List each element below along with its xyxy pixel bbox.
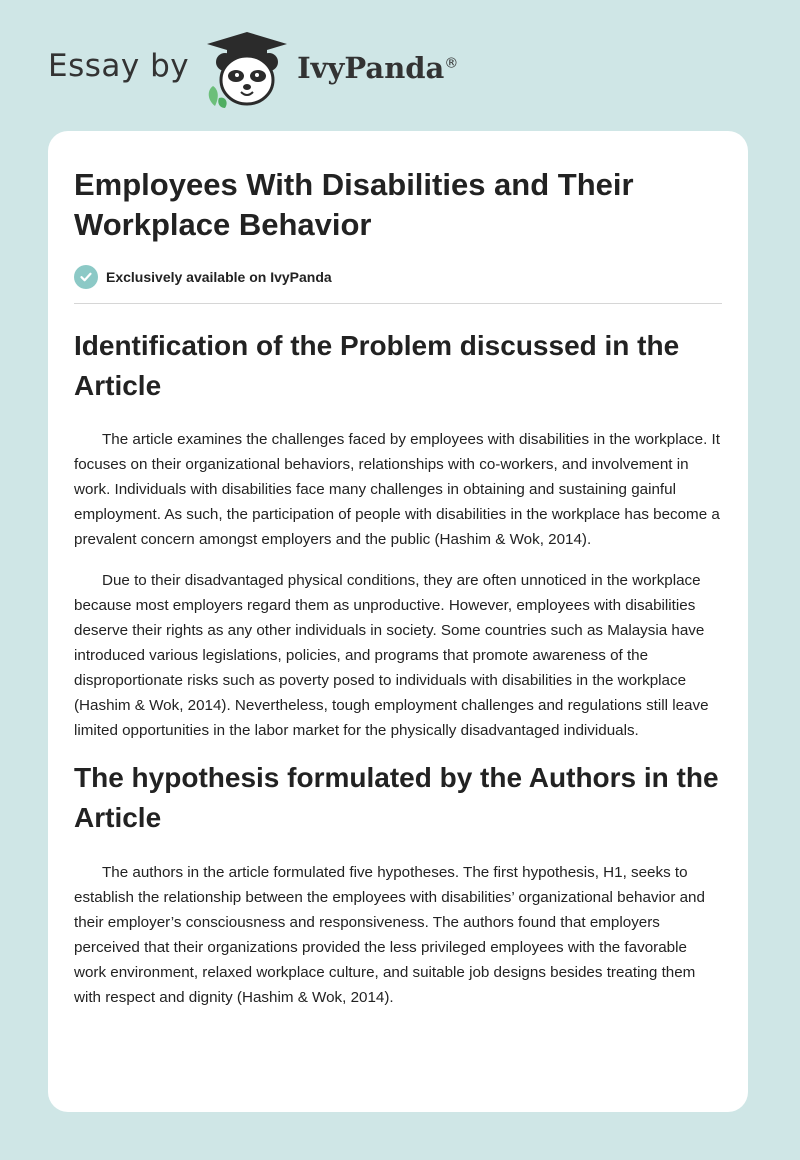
check-circle-icon — [74, 265, 98, 289]
exclusive-badge — [74, 265, 722, 304]
panda-graduate-icon[interactable] — [203, 30, 291, 110]
brand-text: IvyPanda — [297, 51, 445, 85]
article-title: Employees With Disabilities and Their Workplace Behavior — [74, 167, 634, 242]
registered-mark: ® — [444, 55, 459, 72]
section-problem — [74, 326, 722, 743]
paragraph: Due to their disadvantaged physical conditions, they are often unnoticed in the workplace because most employers regard them as unproductive. However, employees with disabilities deserve their rights as any other individuals in society. Some countries such as Malaysia have introduced various legislations, policies, and programs that promote awareness of the disproportionate risks such as poverty posed to individuals with disabilities in the workplace (Hashim & Wok, 2014). Nevertheless, tough employment challenges and regulations still leave limited opportunities in the labor market for the physically disadvantaged individuals. — [74, 572, 709, 739]
exclusive-label: Exclusively available on IvyPanda — [106, 269, 332, 285]
article-card — [48, 131, 748, 1112]
brand-name[interactable] — [297, 51, 458, 85]
section-heading: The hypothesis formulated by the Authors in the Article — [74, 762, 719, 833]
site-header — [48, 30, 458, 110]
section-hypothesis — [74, 758, 722, 1010]
section-heading: Identification of the Problem discussed in the Article — [74, 330, 680, 401]
paragraph: The article examines the challenges faced by employees with disabilities in the workplace. It focuses on their organizational behaviors, relationships with co-workers, and involvement in work. Individuals with disabilities face many challenges in obtaining and sustaining gainful employment. As such, the participation of people with disabilities in the workplace has become a prevalent concern amongst employers and the public (Hashim & Wok, 2014). — [74, 431, 720, 548]
essay-by-label: Essay by — [48, 48, 190, 84]
paragraph: The authors in the article formulated five hypotheses. The first hypothesis, H1, seeks to establish the relationship between the employees with disabilities’ organizational behavior and their employer’s consciousness and responsiveness. The authors found that employers perceived that their organizations provided the less privileged employees with the favorable work environment, relaxed workplace culture, and suitable job designs besides treating them with respect and dignity (Hashim & Wok, 2014). — [74, 864, 705, 1006]
